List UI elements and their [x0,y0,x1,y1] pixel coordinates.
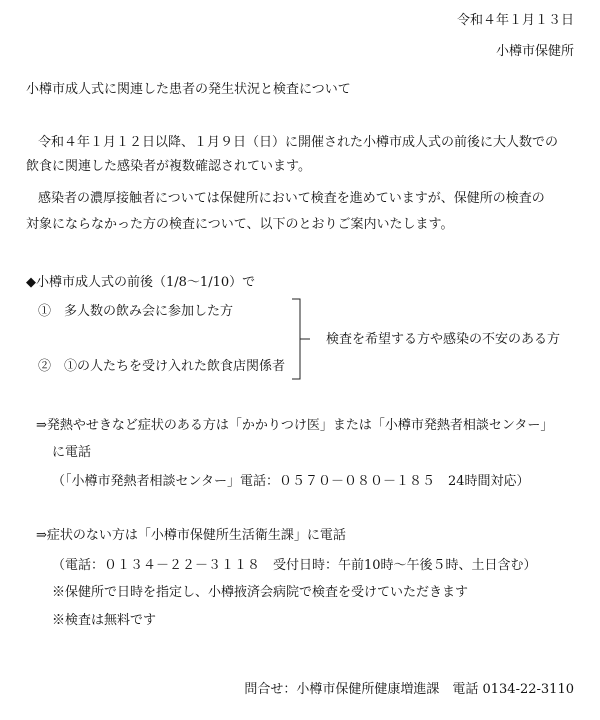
document-title: 小樽市成人式に関連した患者の発生状況と検査について [26,82,351,97]
health-office-phone: （電話：０１３４－２２－３１１８ 受付日時：午前10時〜午後５時、土日含む） [52,558,537,573]
intro-paragraph-1-line-2: 飲食に関連した感染者が複数確認されています。 [26,159,311,174]
contact-info: 問合せ：小樽市保健所健康増進課 電話 0134-22-3110 [244,682,574,697]
note-testing-location: ※保健所で日時を指定し、小樽掖済会病院で検査を受けていただきます [52,585,469,600]
target-item-2: ② ①の人たちを受け入れた飲食店関係者 [38,359,286,374]
fever-center-phone: （「小樽市発熱者相談センター」電話：０５７０－０８０－１８５ 24時間対応） [52,474,530,489]
symptom-guidance-line-1: ⇒発熱やせきなど症状のある方は「かかりつけ医」または「小樽市発熱者相談センター」 [36,418,554,433]
brace-label: 検査を希望する方や感染の不安のある方 [326,332,561,347]
document-issuer: 小樽市保健所 [495,44,574,59]
document-date: 令和４年１月１３日 [456,13,574,28]
right-brace [292,298,312,380]
target-item-1: ① 多人数の飲み会に参加した方 [38,304,234,319]
note-free-testing: ※検査は無料です [52,613,157,628]
symptom-guidance-line-2: に電話 [52,445,92,460]
no-symptom-guidance: ⇒症状のない方は「小樽市保健所生活衛生課」に電話 [36,528,346,543]
intro-paragraph-2-line-1: 感染者の濃厚接触者については保健所において検査を進めていますが、保健所の検査の [38,191,545,206]
intro-paragraph-1-line-1: 令和４年１月１２日以降、１月９日（日）に開催された小樽市成人式の前後に大人数での [38,135,559,150]
intro-paragraph-2-line-2: 対象にならなかった方の検査について、以下のとおりご案内いたします。 [26,217,454,232]
section-heading: ◆小樽市成人式の前後（1/8〜1/10）で [26,275,256,290]
